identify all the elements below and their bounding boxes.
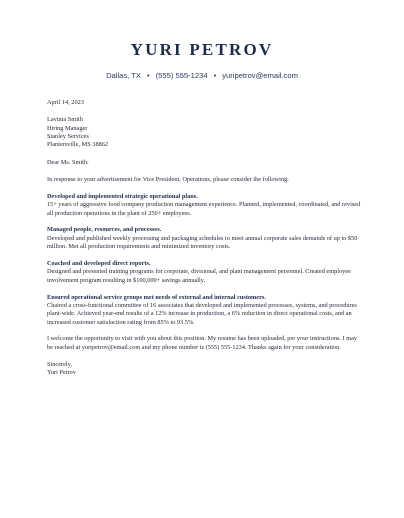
applicant-name: YURI PETROV xyxy=(130,40,274,59)
section-heading: Coached and developed direct reports. xyxy=(47,259,151,267)
recipient-company: Stanley Services xyxy=(47,133,89,141)
recipient-block xyxy=(47,116,363,149)
intro-paragraph: In response to your advertisement for Vice President, Operations, please consider the following: xyxy=(47,176,289,184)
signature-name: Yuri Petrov xyxy=(47,369,76,377)
section-heading: Managed people, resources, and processes. xyxy=(47,226,162,234)
section-text: Designed and presented training programs for corporate, divisional, and plant management personnel. Created employee involvement program resulting in $100,000+ savings annually. xyxy=(47,268,351,284)
section-text: 15+ years of aggressive food company production management experience. Planned, implemented, coordinated, and revised all production operations in the plant of 250+ employees. xyxy=(47,201,361,217)
section-heading: Developed and implemented strategic operational plans. xyxy=(47,192,198,200)
signoff: Sincerely, xyxy=(47,361,72,369)
achievement-section xyxy=(47,226,363,251)
contact-separator: • xyxy=(213,71,217,80)
section-text: Chaired a cross-functional committee of 16 associates that developed and implemented processes, systems, and procedures plant-wide. Achieved year-end results of a 12% increase in production, a 6% reduction in direct operational costs, and an increased customer satisfaction rating from 85% to 93.5%. xyxy=(47,301,357,326)
section-text: Developed and published weekly processing and packaging schedules to meet annual corporate sales demands of up to $50 million. Met all production requirements and minimized inventory costs. xyxy=(47,234,358,251)
achievement-section xyxy=(47,294,363,327)
recipient-city: Plantersville, MS 38862 xyxy=(47,141,109,149)
letter-date: April 14, 2023 xyxy=(47,99,84,106)
salutation: Dear Ms. Smith: xyxy=(47,158,89,166)
letter-body xyxy=(47,99,363,378)
closing-paragraph: I welcome the opportunity to visit with you about this position. My resume has been uploaded, per your instructions. I may be reached at yuripetrov@email.com and my phone number is (555) 555-1234. Thanks again for your consideration. xyxy=(47,335,358,351)
contact-phone: (555) 555-1234 xyxy=(155,71,208,80)
achievement-section xyxy=(47,193,363,218)
recipient-title: Hiring Manager xyxy=(47,124,88,132)
achievement-section xyxy=(47,260,363,285)
contact-email: yuripetrov@email.com xyxy=(222,71,298,80)
section-heading: Ensured operational service groups met needs of external and internal customers. xyxy=(47,293,266,301)
contact-line xyxy=(0,71,404,80)
contact-separator: • xyxy=(146,71,150,80)
contact-location: Dallas, TX xyxy=(106,71,141,80)
recipient-name: Lavinia Smith xyxy=(47,116,83,124)
